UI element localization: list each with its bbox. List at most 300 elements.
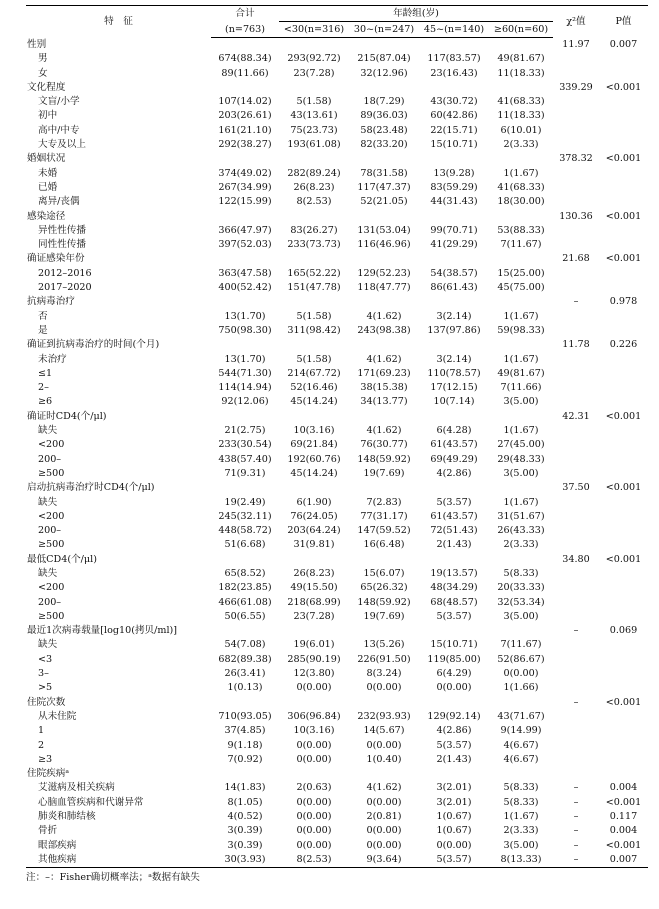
row-label: 2– [38, 382, 49, 394]
row-label: 2 [38, 739, 45, 751]
cell-p [599, 353, 648, 367]
cell-age-group: 26(43.33) [497, 525, 545, 537]
row-label: 肺炎和肺结核 [38, 811, 96, 823]
cell-age-group: 44(31.43) [430, 196, 478, 208]
table-row [26, 181, 648, 195]
cell-chi [553, 681, 599, 695]
table-row [26, 567, 648, 581]
cell-age-group: 129(92.14) [427, 710, 481, 722]
cell-total: 1(0.13) [227, 682, 263, 694]
cell-chi: 339.29 [559, 81, 593, 93]
cell-chi [553, 667, 599, 681]
table-row [26, 839, 648, 853]
cell-age-group: 14(5.67) [363, 725, 405, 737]
cell-chi [553, 524, 599, 538]
row-label: 200– [38, 525, 62, 537]
cell-p: <0.001 [605, 410, 642, 422]
cell-total [211, 295, 279, 309]
cell-age-group: 76(24.05) [290, 510, 338, 522]
cell-age-group: 165(52.22) [287, 267, 341, 279]
cell-chi [553, 538, 599, 552]
cell-p [599, 596, 648, 610]
table-body [26, 38, 648, 868]
cell-p [599, 67, 648, 81]
cell-p: <0.001 [605, 81, 642, 93]
cell-age-group: 9(14.99) [500, 725, 542, 737]
cell-chi [553, 124, 599, 138]
cell-total: 438(57.40) [218, 453, 272, 465]
cell-age-group [279, 696, 349, 710]
cell-age-group: 45(14.24) [290, 467, 338, 479]
header-p: P值 [599, 6, 648, 38]
header-total: 合计 [211, 6, 279, 22]
row-label: 2012–2016 [38, 267, 92, 279]
cell-age-group: 0(0.00) [366, 839, 402, 851]
cell-p: 0.069 [609, 625, 638, 637]
cell-p: <0.001 [605, 839, 642, 851]
cell-chi: – [573, 782, 579, 794]
cell-age-group [279, 624, 349, 638]
cell-chi: – [573, 625, 579, 637]
cell-p [599, 524, 648, 538]
cell-age-group: 1(0.67) [436, 825, 472, 837]
cell-age-group: 4(1.62) [366, 425, 402, 437]
cell-age-group: 20(33.33) [497, 582, 545, 594]
category-row [26, 252, 648, 266]
cell-p: <0.001 [605, 482, 642, 494]
cell-age-group: 218(68.99) [287, 596, 341, 608]
cell-age-group: 4(2.86) [436, 725, 472, 737]
cell-p [599, 238, 648, 252]
table-footnote: 注：–：Fisher确切概率法；ᵃ数据有缺失 [26, 872, 200, 884]
cell-p: <0.001 [605, 253, 642, 265]
cell-total [211, 252, 279, 266]
cell-age-group [279, 252, 349, 266]
cell-age-group [489, 338, 553, 352]
cell-age-group: 226(91.50) [357, 653, 411, 665]
cell-age-group: 82(33.20) [360, 139, 408, 151]
table-row [26, 124, 648, 138]
cell-age-group: 1(0.40) [366, 753, 402, 765]
row-label: 同性性传播 [38, 239, 86, 251]
cell-p [599, 167, 648, 181]
row-label: 缺失 [38, 567, 58, 579]
cell-p [599, 496, 648, 510]
cell-total: 54(7.08) [224, 639, 266, 651]
header-total-n: (n=763) [211, 22, 279, 38]
cell-age-group [349, 338, 419, 352]
cell-total: 65(8.52) [224, 567, 266, 579]
cell-p [599, 453, 648, 467]
cell-chi [553, 67, 599, 81]
cell-age-group: 4(6.67) [503, 753, 539, 765]
category-row [26, 38, 648, 53]
cell-age-group: 52(86.67) [497, 653, 545, 665]
category-row [26, 295, 648, 309]
cell-age-group: 18(30.00) [497, 196, 545, 208]
cell-age-group: 110(78.57) [427, 367, 481, 379]
cell-age-group [279, 81, 349, 95]
cell-total: 292(38.27) [218, 139, 272, 151]
cell-chi [553, 367, 599, 381]
cell-p [599, 95, 648, 109]
cell-chi [553, 653, 599, 667]
table-row [26, 524, 648, 538]
cell-age-group: 43(71.67) [497, 710, 545, 722]
cell-age-group: 1(1.66) [503, 682, 539, 694]
cell-total: 114(14.94) [218, 382, 272, 394]
cell-age-group: 2(1.43) [436, 753, 472, 765]
row-label: 1 [38, 725, 45, 737]
cell-chi [553, 238, 599, 252]
cell-age-group: 203(64.24) [287, 525, 341, 537]
cell-age-group: 116(46.96) [357, 239, 411, 251]
cell-age-group: 53(88.33) [497, 224, 545, 236]
cell-age-group: 3(5.00) [503, 396, 539, 408]
cell-age-group: 2(0.81) [366, 811, 402, 823]
cell-age-group: 1(1.67) [503, 496, 539, 508]
cell-chi [553, 109, 599, 123]
row-label: ≥500 [38, 610, 65, 622]
row-label: 3– [38, 668, 49, 680]
cell-age-group: 15(25.00) [497, 267, 545, 279]
cell-age-group [489, 152, 553, 166]
table-row [26, 195, 648, 209]
cell-p: 0.007 [599, 853, 648, 868]
cell-age-group: 45(75.00) [497, 282, 545, 294]
cell-age-group: 0(0.00) [436, 839, 472, 851]
cell-p [599, 267, 648, 281]
cell-total [211, 696, 279, 710]
cell-age-group: 233(73.73) [287, 239, 341, 251]
cell-p: 0.226 [609, 339, 638, 351]
cell-age-group [349, 210, 419, 224]
cell-age-group [489, 767, 553, 781]
table-row [26, 310, 648, 324]
cell-total: 245(32.11) [218, 510, 272, 522]
cell-p [599, 710, 648, 724]
cell-chi [553, 581, 599, 595]
cell-p [599, 395, 648, 409]
row-label: 未婚 [38, 167, 58, 179]
cell-age-group: 16(6.48) [363, 539, 405, 551]
cell-chi: 11.97 [562, 38, 590, 50]
row-label: 心脑血管疾病和代谢异常 [38, 796, 144, 808]
cell-age-group: 2(3.33) [503, 139, 539, 151]
row-label: ≥3 [38, 753, 53, 765]
table-row [26, 324, 648, 338]
cell-age-group: 15(10.71) [430, 139, 478, 151]
row-label: 确证时CD4(个/μl) [27, 410, 107, 422]
cell-age-group: 32(12.96) [360, 67, 408, 79]
cell-chi [553, 438, 599, 452]
cell-total: 30(3.93) [211, 853, 279, 868]
cell-age-group: 49(81.67) [497, 53, 545, 65]
cell-p [599, 181, 648, 195]
cell-p [599, 381, 648, 395]
row-label: 异性性传播 [38, 224, 86, 236]
cell-age-group: 13(5.26) [363, 639, 405, 651]
header-feature: 特 征 [26, 6, 211, 38]
row-label: ≥500 [38, 467, 65, 479]
cell-age-group [419, 38, 489, 53]
cell-age-group: 34(13.77) [360, 396, 408, 408]
category-row [26, 696, 648, 710]
table-row [26, 781, 648, 795]
cell-age-group: 5(8.33) [503, 567, 539, 579]
cell-age-group: 7(11.66) [500, 382, 542, 394]
cell-age-group [489, 410, 553, 424]
cell-age-group: 31(9.81) [293, 539, 335, 551]
cell-age-group: 15(10.71) [430, 639, 478, 651]
cell-age-group [419, 696, 489, 710]
table-row [26, 610, 648, 624]
cell-age-group: 2(1.43) [436, 539, 472, 551]
cell-age-group: 86(61.43) [430, 282, 478, 294]
cell-age-group [419, 81, 489, 95]
cell-total: 3(0.39) [227, 825, 263, 837]
cell-p: <0.001 [605, 553, 642, 565]
cell-age-group: 0(0.00) [366, 739, 402, 751]
cell-chi [553, 52, 599, 66]
cell-age-group: 7(11.67) [500, 639, 542, 651]
cell-chi [553, 138, 599, 152]
cell-chi [553, 710, 599, 724]
row-label: 200– [38, 453, 62, 465]
cell-total: 363(47.58) [218, 267, 272, 279]
cell-age-group: 5(3.57) [419, 853, 489, 868]
cell-age-group: 282(89.24) [287, 167, 341, 179]
cell-total: 19(2.49) [224, 496, 266, 508]
cell-age-group: 293(92.72) [287, 53, 341, 65]
category-row [26, 553, 648, 567]
cell-age-group: 0(0.00) [296, 825, 332, 837]
row-label: 性别 [27, 38, 47, 50]
cell-total: 710(93.05) [218, 710, 272, 722]
cell-total [211, 553, 279, 567]
category-row [26, 767, 648, 781]
cell-chi: – [573, 825, 579, 837]
cell-age-group [349, 81, 419, 95]
table-row [26, 167, 648, 181]
cell-age-group: 43(30.72) [430, 96, 478, 108]
cell-age-group: 4(1.62) [366, 310, 402, 322]
cell-total: 366(47.97) [218, 224, 272, 236]
cell-chi [553, 353, 599, 367]
cell-total: 4(0.52) [227, 811, 263, 823]
cell-p: 0.004 [609, 782, 638, 794]
cell-age-group: 171(69.23) [357, 367, 411, 379]
table-row [26, 281, 648, 295]
cell-age-group: 215(87.04) [357, 53, 411, 65]
cell-total: 107(14.02) [218, 96, 272, 108]
cell-p [599, 367, 648, 381]
cell-age-group: 8(13.33) [489, 853, 553, 868]
cell-age-group: 1(1.67) [503, 425, 539, 437]
row-label: 缺失 [38, 639, 58, 651]
table-container [26, 5, 648, 884]
cell-p [599, 681, 648, 695]
cell-age-group: 52(16.46) [290, 382, 338, 394]
cell-age-group: 129(52.23) [357, 267, 411, 279]
cell-total: 26(3.41) [224, 668, 266, 680]
cell-chi: 21.68 [562, 253, 590, 265]
cell-age-group [419, 210, 489, 224]
cell-age-group: 60(42.86) [430, 110, 478, 122]
cell-p [599, 638, 648, 652]
cell-age-group [419, 410, 489, 424]
cell-age-group [419, 481, 489, 495]
cell-chi [553, 510, 599, 524]
cell-age-group: 3(2.01) [436, 796, 472, 808]
category-row [26, 481, 648, 495]
cell-age-group: 118(47.77) [357, 282, 411, 294]
cell-p [599, 52, 648, 66]
cell-age-group: 193(61.08) [287, 139, 341, 151]
cell-p [599, 724, 648, 738]
cell-p: 0.007 [609, 38, 638, 50]
cell-p [599, 538, 648, 552]
cell-age-group [489, 481, 553, 495]
cell-age-group: 0(0.00) [296, 839, 332, 851]
cell-p [599, 610, 648, 624]
cell-chi: 34.80 [562, 553, 590, 565]
row-label: 骨折 [38, 825, 58, 837]
cell-chi [553, 324, 599, 338]
row-label: 缺失 [38, 496, 58, 508]
cell-age-group: 9(3.64) [349, 853, 419, 868]
cell-total: 544(71.30) [218, 367, 272, 379]
cell-age-group: 18(7.29) [363, 96, 405, 108]
row-label: 初中 [38, 110, 58, 122]
cell-chi: – [573, 811, 579, 823]
cell-chi [553, 310, 599, 324]
cell-chi [553, 424, 599, 438]
cell-age-group: 69(21.84) [290, 439, 338, 451]
cell-age-group: 8(2.53) [279, 853, 349, 868]
cell-p [599, 109, 648, 123]
table-row [26, 538, 648, 552]
cell-age-group: 13(9.28) [433, 167, 475, 179]
cell-p [599, 281, 648, 295]
cell-total: 161(21.10) [218, 124, 272, 136]
cell-p: <0.001 [605, 153, 642, 165]
cell-age-group: 0(0.00) [296, 796, 332, 808]
table-row [26, 710, 648, 724]
cell-age-group: 5(8.33) [503, 782, 539, 794]
row-label: 已婚 [38, 181, 58, 193]
table-row [26, 667, 648, 681]
cell-age-group [419, 152, 489, 166]
cell-age-group: 23(7.28) [293, 610, 335, 622]
row-label: 文化程度 [27, 81, 66, 93]
table-row [26, 52, 648, 66]
cell-total [211, 38, 279, 53]
cell-age-group: 19(7.69) [363, 610, 405, 622]
cell-age-group: 1(0.67) [436, 811, 472, 823]
cell-age-group: 117(47.37) [357, 181, 411, 193]
category-row [26, 210, 648, 224]
cell-age-group: 10(7.14) [433, 396, 475, 408]
cell-age-group [489, 252, 553, 266]
cell-chi [553, 610, 599, 624]
cell-chi [553, 224, 599, 238]
cell-age-group: 151(47.78) [287, 282, 341, 294]
cell-age-group: 3(2.14) [436, 310, 472, 322]
cell-total: 182(23.85) [218, 582, 272, 594]
cell-age-group: 5(1.58) [296, 96, 332, 108]
table-row [26, 681, 648, 695]
cell-age-group [419, 767, 489, 781]
cell-total: 682(89.38) [218, 653, 272, 665]
cell-age-group [279, 553, 349, 567]
row-label: 眼部疾病 [38, 839, 77, 851]
header-age-col: 45~(n=140) [419, 22, 489, 38]
cell-age-group: 0(0.00) [296, 811, 332, 823]
row-label: 200– [38, 596, 62, 608]
row-label: 最低CD4(个/μl) [27, 553, 97, 565]
table-row [26, 810, 648, 824]
cell-total [211, 152, 279, 166]
table-row [26, 395, 648, 409]
category-row [26, 624, 648, 638]
cell-age-group [279, 338, 349, 352]
cell-age-group [279, 295, 349, 309]
cell-age-group [279, 767, 349, 781]
cell-age-group: 45(14.24) [290, 396, 338, 408]
row-label: 其他疾病 [26, 853, 211, 868]
row-label: 启动抗病毒治疗时CD4(个/μl) [27, 482, 155, 494]
cell-age-group: 41(68.33) [497, 96, 545, 108]
cell-total: 50(6.55) [224, 610, 266, 622]
cell-age-group: 41(68.33) [497, 181, 545, 193]
row-label: 住院次数 [27, 696, 66, 708]
cell-total: 51(6.68) [224, 539, 266, 551]
row-label: >5 [38, 682, 53, 694]
category-row [26, 81, 648, 95]
row-label: <200 [38, 439, 65, 451]
cell-total: 397(52.03) [218, 239, 272, 251]
table-row [26, 753, 648, 767]
cell-age-group: 7(11.67) [500, 239, 542, 251]
cell-age-group: 72(51.43) [430, 525, 478, 537]
row-label: <200 [38, 510, 65, 522]
cell-age-group: 19(13.57) [430, 567, 478, 579]
cell-age-group: 6(4.28) [436, 425, 472, 437]
cell-age-group [489, 553, 553, 567]
table-row [26, 381, 648, 395]
cell-p [599, 138, 648, 152]
cell-total: 466(61.08) [218, 596, 272, 608]
cell-chi: 42.31 [562, 410, 590, 422]
header-age-col: <30(n=316) [279, 22, 349, 38]
table-row [26, 653, 648, 667]
cell-age-group: 68(48.57) [430, 596, 478, 608]
cell-age-group: 1(1.67) [503, 353, 539, 365]
cell-age-group: 0(0.00) [296, 753, 332, 765]
cell-chi [553, 267, 599, 281]
cell-p [599, 567, 648, 581]
table-row [26, 438, 648, 452]
table-row [26, 467, 648, 481]
cell-age-group: 119(85.00) [427, 653, 481, 665]
cell-age-group: 19(7.69) [363, 467, 405, 479]
cell-age-group: 5(3.57) [436, 739, 472, 751]
cell-age-group: 5(3.57) [436, 610, 472, 622]
cell-age-group: 49(81.67) [497, 367, 545, 379]
table-row [26, 424, 648, 438]
cell-total [211, 624, 279, 638]
